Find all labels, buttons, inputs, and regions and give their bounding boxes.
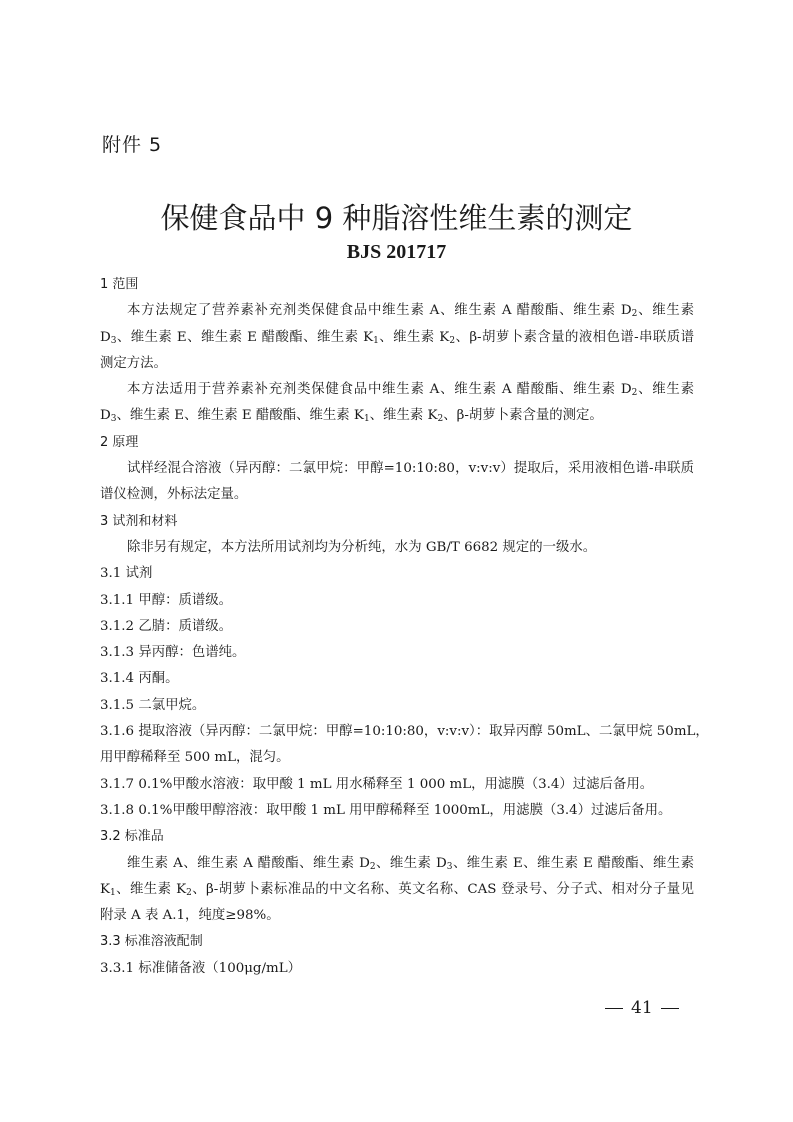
reagent-item: 3.1.4 丙酮。 bbox=[100, 671, 179, 687]
reagent-item: 3.1.1 甲醇：质谱级。 bbox=[100, 592, 233, 608]
subsection-heading-standard-solutions: 3.3 标准溶液配制 bbox=[100, 934, 203, 950]
subsection-heading-reagents: 3.1 试剂 bbox=[100, 566, 153, 582]
standards-paragraph: 维生素 A、维生素 A 醋酸酯、维生素 $D_2$、维生素 $D_3$、维生素 E、维生素 E 醋酸酯、维生素 $K_1$、维生素 $K_2$、β-胡萝卜素标准品的中文名称、英文名称、CAS 登录号、分子式、相对分子量见 附录 A 表 A.1，纯度≥98%。 bbox=[100, 855, 695, 924]
dash-left bbox=[605, 1008, 623, 1010]
reagent-item: 3.1.7 0.1%甲酸水溶液：取甲酸 1 mL 用水稀释至 1 000 mL，用滤膜（3.4）过滤后备用。 bbox=[100, 776, 654, 792]
document-body bbox=[100, 272, 709, 982]
annex-label: 附件 5 bbox=[102, 134, 163, 156]
reagent-item: 3.1.3 异丙醇：色谱纯。 bbox=[100, 645, 246, 661]
reagent-item: 3.1.2 乙腈：质谱级。 bbox=[100, 618, 233, 634]
subsection-heading-standards: 3.2 标准品 bbox=[100, 829, 164, 845]
section-heading-reagents: 3 试剂和材料 bbox=[100, 513, 178, 529]
section-heading-principle: 2 原理 bbox=[100, 434, 139, 450]
reagents-intro: 除非另有规定，本方法所用试剂均为分析纯，水为 GB/T 6682 规定的一级水。 bbox=[127, 539, 597, 555]
document-title: 保健食品中 9 种脂溶性维生素的测定 bbox=[160, 201, 633, 235]
page-number: 41 bbox=[597, 998, 687, 1018]
principle-paragraph: 试样经混合溶液（异丙醇：二氯甲烷：甲醇=10:10:80，v:v:v）提取后，采用液相色谱-串联质 谱仪检测，外标法定量。 bbox=[100, 461, 694, 503]
dash-right bbox=[661, 1008, 679, 1010]
scope-paragraph-1: 本方法规定了营养素补充剂类保健食品中维生素 A、维生素 A 醋酸酯、维生素 $D_2$、维生素 $D_3$、维生素 E、维生素 E 醋酸酯、维生素 $K_1$、维生素 $K_2$、β-胡萝卜素含量的液相色谱-串联质谱 测定方法。 bbox=[100, 303, 694, 371]
standard-code: BJS 201717 bbox=[346, 241, 447, 263]
reagent-item: 3.1.5 二氯甲烷。 bbox=[100, 697, 206, 713]
standard-solution-item: 3.3.1 标准储备液（100μg/mL） bbox=[100, 960, 301, 976]
reagent-item-extraction-solution: 3.1.6 提取溶液（异丙醇：二氯甲烷：甲醇=10:10:80，v:v:v）：取异丙醇 50mL、二氯甲烷 50mL， 用甲醇稀释至 500 mL，混匀。 bbox=[100, 724, 709, 766]
section-heading-scope: 1 范围 bbox=[100, 277, 139, 292]
scope-paragraph-2: 本方法适用于营养素补充剂类保健食品中维生素 A、维生素 A 醋酸酯、维生素 $D_2$、维生素 $D_3$、维生素 E、维生素 E 醋酸酯、维生素 $K_1$、维生素 $K_2$、β-胡萝卜素含量的测定。 bbox=[100, 382, 694, 425]
reagent-item: 3.1.8 0.1%甲酸甲醇溶液：取甲酸 1 mL 用甲醇稀释至 1000mL，用滤膜（3.4）过滤后备用。 bbox=[100, 802, 672, 818]
